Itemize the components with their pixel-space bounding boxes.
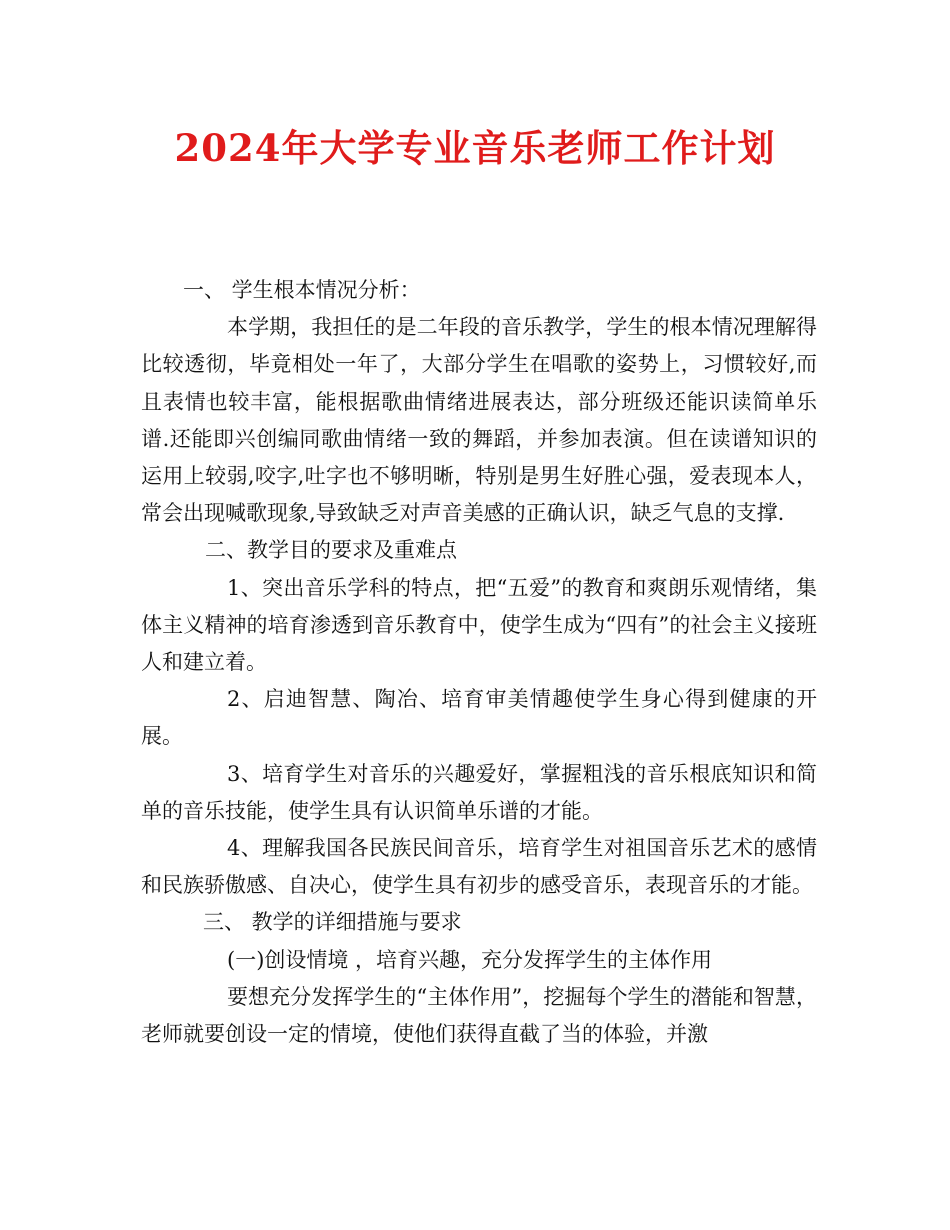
section-2-item-1: 1、突出音乐学科的特点，把“五爱”的教育和爽朗乐观情绪，集体主义精神的培育渗透到音乐教育中，使学生成为“四有”的社会主义接班人和建立着。	[141, 575, 817, 675]
section-3-paragraph: 要想充分发挥学生的“主体作用”，挖掘每个学生的潜能和智慧，老师就要创设一定的情境，使他们获得直截了当的体验，并激	[141, 984, 817, 1047]
section-1-paragraph: 本学期，我担任的是二年段的音乐教学，学生的根本情况理解得比较透彻，毕竟相处一年了，大部分学生在唱歌的姿势上，习惯较好,而且表情也较丰富，能根据歌曲情绪进展表达，部分班级还能识读简单乐谱.还能即兴创编同歌曲情绪一致的舞蹈，并参加表演。但在读谱知识的运用上较弱,咬字,吐字也不够明晰，特别是男生好胜心强，爱表现本人，常会出现喊歌现象,导致缺乏对声音美感的正确认识，缺乏气息的支撑.	[141, 315, 817, 526]
section-2-item-3: 3、培育学生对音乐的兴趣爱好，掌握粗浅的音乐根底知识和简单的音乐技能，使学生具有认识简单乐谱的才能。	[141, 761, 817, 823]
section-1-heading: 一、 学生根本情况分析：	[183, 278, 421, 302]
section-3-heading: 三、 教学的详细措施与要求	[203, 910, 462, 935]
document-body	[141, 272, 817, 1053]
section-2-heading: 二、教学目的要求及重难点	[205, 538, 457, 563]
section-3-subheading: (一)创设情境 ，培育兴趣，充分发挥学生的主体作用	[227, 947, 713, 972]
document-title: 2024年大学专业音乐老师工作计划	[174, 126, 776, 170]
section-2-item-4: 4、理解我国各民族民间音乐，培育学生对祖国音乐艺术的感情和民族骄傲感、自决心，使学生具有初步的感受音乐，表现音乐的才能。	[141, 836, 817, 898]
section-2-item-2: 2、启迪智慧、陶冶、培育审美情趣使学生身心得到健康的开展。	[141, 687, 817, 749]
